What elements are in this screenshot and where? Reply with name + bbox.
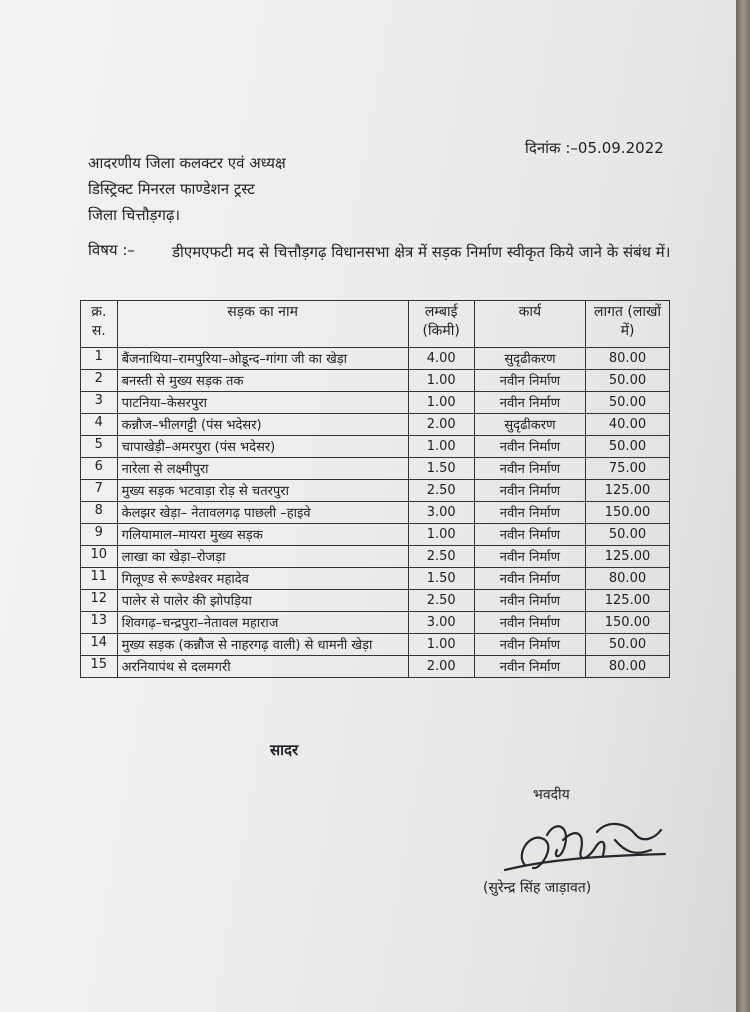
cell-work: सुदृढीकरण	[474, 414, 585, 436]
header-work: कार्य	[474, 301, 585, 348]
closing-text: सादर	[270, 741, 299, 759]
table-row	[81, 634, 670, 656]
cell-serial: 7	[81, 480, 118, 502]
cell-work: सुदृढीकरण	[474, 348, 585, 370]
table-row	[81, 524, 670, 546]
cell-road-name: चापाखेड़ी–अमरपुरा (पंस भदेसर)	[117, 436, 408, 458]
cell-length: 4.00	[408, 348, 474, 370]
table-row	[81, 502, 670, 524]
table-row	[81, 568, 670, 590]
cell-road-name: गिलूण्ड से रूण्डेश्वर महादेव	[117, 568, 408, 590]
cell-serial: 15	[81, 656, 118, 678]
address-line: आदरणीय जिला कलक्टर एवं अध्यक्ष	[88, 154, 286, 172]
table-row	[81, 392, 670, 414]
cell-road-name: नारेला से लक्ष्मीपुरा	[117, 458, 408, 480]
cell-serial: 5	[81, 436, 118, 458]
cell-road-name: मुख्य सड़क (कन्नौज से नाहरगढ़ वाली) से धामनी खेड़ा	[117, 634, 408, 656]
cell-work: नवीन निर्माण	[474, 370, 585, 392]
cell-length: 2.50	[408, 480, 474, 502]
cell-road-name: शिवगढ़–चन्द्रपुरा–नेतावल महाराज	[117, 612, 408, 634]
cell-cost: 80.00	[586, 568, 670, 590]
cell-serial: 14	[81, 634, 118, 656]
cell-cost: 150.00	[586, 502, 670, 524]
cell-road-name: मुख्य सड़क भटवाड़ा रोड़ से चतरपुरा	[117, 480, 408, 502]
cell-length: 2.50	[408, 546, 474, 568]
paper-edge	[736, 0, 750, 1012]
address-line: डिस्ट्रिक्ट मिनरल फाण्डेशन ट्रस्ट	[88, 180, 255, 198]
cell-cost: 50.00	[586, 634, 670, 656]
cell-cost: 50.00	[586, 370, 670, 392]
cell-cost: 75.00	[586, 458, 670, 480]
cell-work: नवीन निर्माण	[474, 546, 585, 568]
cell-cost: 50.00	[586, 524, 670, 546]
recipient-address	[88, 150, 286, 228]
cell-serial: 9	[81, 524, 118, 546]
cell-length: 1.50	[408, 568, 474, 590]
cell-length: 1.00	[408, 370, 474, 392]
table-row	[81, 370, 670, 392]
cell-length: 2.50	[408, 590, 474, 612]
cell-cost: 40.00	[586, 414, 670, 436]
cell-serial: 12	[81, 590, 118, 612]
cell-serial: 8	[81, 502, 118, 524]
cell-work: नवीन निर्माण	[474, 392, 585, 414]
cell-work: नवीन निर्माण	[474, 568, 585, 590]
cell-length: 1.00	[408, 524, 474, 546]
table-row	[81, 458, 670, 480]
cell-road-name: पालेर से पालेर की झोपड़िया	[117, 590, 408, 612]
address-line: जिला चित्तौड़गढ़।	[88, 206, 181, 224]
signoff-text: भवदीय	[533, 787, 570, 803]
table-row	[81, 436, 670, 458]
cell-road-name: लाखा का खेड़ा–रोजड़ा	[117, 546, 408, 568]
cell-length: 1.00	[408, 392, 474, 414]
cell-work: नवीन निर्माण	[474, 436, 585, 458]
cell-cost: 50.00	[586, 392, 670, 414]
cell-road-name: पाटनिया–केसरपुरा	[117, 392, 408, 414]
cell-serial: 4	[81, 414, 118, 436]
header-serial: क्र. स.	[81, 301, 118, 348]
table-row	[81, 612, 670, 634]
cell-work: नवीन निर्माण	[474, 502, 585, 524]
cell-cost: 80.00	[586, 348, 670, 370]
header-road-name: सड़क का नाम	[117, 301, 408, 348]
table-body	[81, 348, 670, 678]
table-row	[81, 414, 670, 436]
cell-length: 2.00	[408, 414, 474, 436]
cell-work: नवीन निर्माण	[474, 524, 585, 546]
cell-road-name: बनस्ती से मुख्य सड़क तक	[117, 370, 408, 392]
cell-length: 1.00	[408, 634, 474, 656]
roads-table	[80, 300, 670, 678]
cell-road-name: कन्नौज–भीलगट्टी (पंस भदेसर)	[117, 414, 408, 436]
table-header-row	[81, 301, 670, 348]
table-row	[81, 480, 670, 502]
cell-serial: 11	[81, 568, 118, 590]
cell-serial: 1	[81, 348, 118, 370]
table-row	[81, 546, 670, 568]
cell-road-name: बैंजनाथिया–रामपुरिया–ओडून्द–गांगा जी का खेड़ा	[117, 348, 408, 370]
cell-cost: 125.00	[586, 546, 670, 568]
cell-work: नवीन निर्माण	[474, 656, 585, 678]
header-length: लम्बाई (किमी)	[408, 301, 474, 348]
cell-work: नवीन निर्माण	[474, 634, 585, 656]
cell-length: 2.00	[408, 656, 474, 678]
cell-work: नवीन निर्माण	[474, 590, 585, 612]
cell-cost: 125.00	[586, 480, 670, 502]
cell-serial: 2	[81, 370, 118, 392]
cell-road-name: गलियामाल–मायरा मुख्य सड़क	[117, 524, 408, 546]
table-row	[81, 656, 670, 678]
cell-serial: 13	[81, 612, 118, 634]
cell-work: नवीन निर्माण	[474, 612, 585, 634]
subject-label: विषय :–	[88, 241, 135, 259]
cell-road-name: अरनियापंथ से दलमगरी	[117, 656, 408, 678]
subject-text: डीएमएफटी मद से चित्तौड़गढ़ विधानसभा क्षेत्र में सड़क निर्माण स्वीकृत किये जाने के संबंध में।	[172, 243, 671, 261]
signatory-name: (सुरेन्द्र सिंह जाड़ावत)	[483, 880, 592, 896]
cell-serial: 10	[81, 546, 118, 568]
cell-length: 3.00	[408, 612, 474, 634]
cell-cost: 80.00	[586, 656, 670, 678]
cell-length: 1.00	[408, 436, 474, 458]
table-row	[81, 348, 670, 370]
cell-serial: 6	[81, 458, 118, 480]
cell-length: 1.50	[408, 458, 474, 480]
cell-cost: 150.00	[586, 612, 670, 634]
letter-date: दिनांक :–05.09.2022	[525, 139, 664, 157]
cell-work: नवीन निर्माण	[474, 480, 585, 502]
cell-cost: 125.00	[586, 590, 670, 612]
cell-work: नवीन निर्माण	[474, 458, 585, 480]
cell-road-name: केलझर खेड़ा– नेतावलगढ़ पाछली –हाइवे	[117, 502, 408, 524]
cell-length: 3.00	[408, 502, 474, 524]
cell-cost: 50.00	[586, 436, 670, 458]
table-row	[81, 590, 670, 612]
cell-serial: 3	[81, 392, 118, 414]
header-cost: लागत (लाखों में)	[586, 301, 670, 348]
